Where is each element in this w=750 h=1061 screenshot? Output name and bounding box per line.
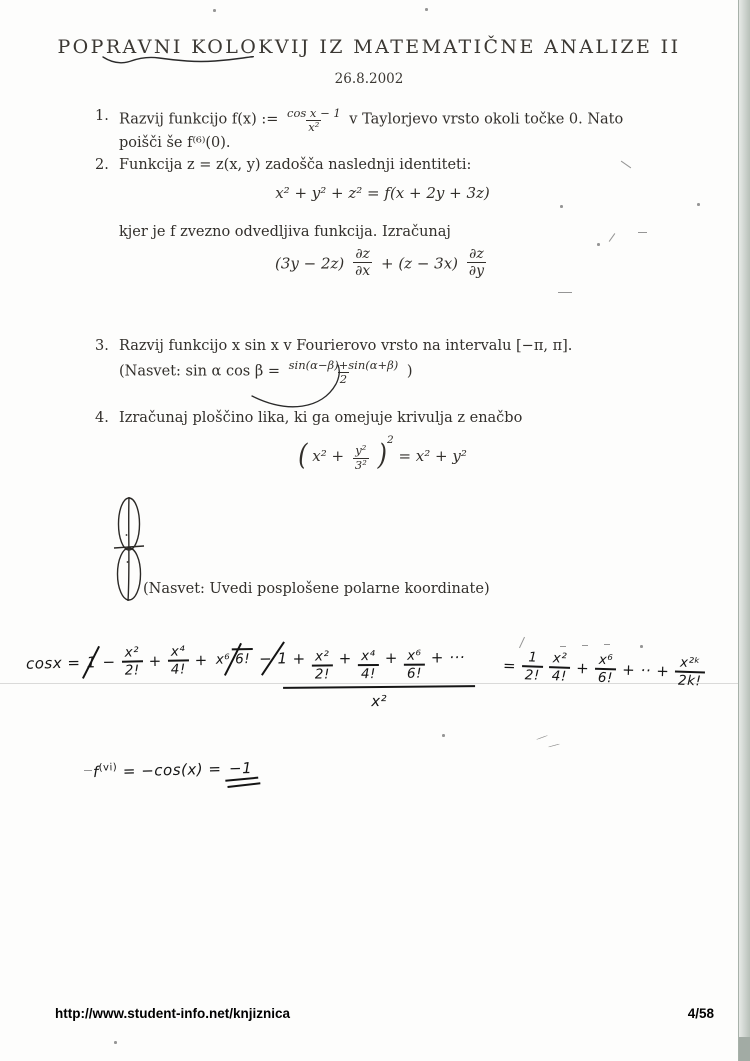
pencil-mark <box>213 9 216 12</box>
question-1-text <box>119 106 670 155</box>
q1-text-before: Razvij funkcijo f(x) := <box>119 111 279 128</box>
q4-inner-fraction: $\frac{\text{y²}}{\text{3²}}$ <box>354 443 367 472</box>
scanner-edge-corner <box>739 1037 750 1061</box>
hw-right-dots: + ·· + <box>621 660 670 681</box>
hw-struck-one: 1 <box>86 653 97 672</box>
question-3-number: 3. <box>95 338 109 354</box>
hw-right-frac0: $\frac{1}{2!}$ <box>522 650 544 683</box>
scanner-edge-strip <box>738 0 750 1061</box>
q4-curve-equation <box>95 434 670 472</box>
hw-struck-minus-one: − 1 <box>258 649 288 669</box>
hw-line2-result: −1 <box>228 758 253 778</box>
pencil-mark <box>558 292 572 293</box>
hw-mid-frac3: $\frac{\text{x⁶}}{6!}$ <box>404 649 425 682</box>
hw-right-plus1: + <box>575 659 590 678</box>
hw-bigfrac-numerator <box>287 648 472 686</box>
q4-outer-exponent: 2 <box>386 434 394 446</box>
q4-hint: (Nasvet: Uvedi posplošene polarne koordinate) <box>143 581 490 597</box>
question-2-number: 2. <box>95 157 109 173</box>
page-title: POPRAVNI KOLOKVIJ IZ MATEMATIČNE ANALIZE II <box>57 36 681 58</box>
pencil-mark <box>548 743 560 747</box>
hw-mid-lead-plus: + <box>292 649 306 668</box>
hw-right-frack: $\frac{\text{x²ᵏ}}{2k!}$ <box>675 656 705 690</box>
question-4 <box>95 408 670 430</box>
question-2-intro: Funkcija z = z(x, y) zadošča naslednji identiteti: <box>119 157 472 173</box>
footer-page-number: 4/58 <box>687 1006 714 1021</box>
sketch-vertical-axis <box>128 497 129 601</box>
pencil-mark <box>425 8 428 11</box>
hw-bigfrac <box>283 648 476 710</box>
question-3 <box>95 336 670 385</box>
sketch-dot-top <box>126 534 128 536</box>
handwriting-big-fraction <box>283 647 476 710</box>
question-3-text <box>119 336 670 385</box>
question-4-number: 4. <box>95 410 109 426</box>
pencil-mark <box>597 243 600 246</box>
pencil-mark <box>442 734 445 737</box>
pencil-mark <box>560 205 563 208</box>
hw-right-frac1: $\frac{\text{x²}}{4!}$ <box>549 651 571 684</box>
q2-dz-dy-fraction: $\frac{\partial z}{\partial y}$ <box>468 246 484 280</box>
question-4-text: Izračunaj ploščino lika, ki ga omejuje krivulja z enačbo <box>119 410 523 426</box>
q4-lhs-inner: x² + <box>312 447 345 465</box>
q1-fraction: $\frac{\text{cos x − 1}}{\text{x²}}$ <box>287 106 341 135</box>
handwriting-line2 <box>93 758 255 781</box>
hw-cosx-equals: cosx = <box>25 653 81 674</box>
q2-middle-text: kjer je f zvezno odvedljiva funkcija. Izračunaj <box>119 224 451 240</box>
hw-frac-x6-6f: x⁶ 6! <box>214 652 254 668</box>
hw-mid-plus1: + <box>338 649 352 668</box>
hw-mid-tail-dots: + ··· <box>430 648 466 667</box>
hw-bigfrac-denominator: x² <box>283 685 475 711</box>
hw-frac-x2-2f: $\frac{\text{x²}}{2!}$ <box>121 645 143 678</box>
q2-expr-mid: + (z − 3x) <box>380 254 459 273</box>
sketch-dot-bottom <box>127 561 129 563</box>
pencil-mark <box>638 232 647 233</box>
pencil-mark <box>84 770 92 771</box>
question-2 <box>95 155 670 177</box>
pencil-mark <box>519 637 525 648</box>
q3-hint-before: (Nasvet: sin α cos β = <box>119 363 280 380</box>
pencil-mark <box>536 735 548 740</box>
hw-line2-mid: = −cos(x) = <box>122 759 222 781</box>
hw-minus: − <box>102 653 116 672</box>
hw-right-equals: = <box>502 656 517 676</box>
q2-identity-equation: x² + y² + z² = f(x + 2y + 3z) <box>275 184 490 202</box>
hw-plus2: + <box>194 651 208 670</box>
hw-plus1: + <box>148 652 162 671</box>
pencil-mark <box>640 645 643 648</box>
hw-frac-x4-4f: $\frac{\text{x⁴}}{4!}$ <box>167 644 189 677</box>
question-1 <box>95 106 670 155</box>
q2-dz-dx-fraction: $\frac{\partial z}{\partial x}$ <box>355 246 371 280</box>
hw-right-frac2: $\frac{\text{x⁶}}{6!}$ <box>595 653 617 686</box>
pencil-mark <box>604 644 610 645</box>
q3-hint-fraction: $\frac{\sin(\alpha-\beta)+\sin(\alpha+\beta)}{2}$ <box>288 357 399 386</box>
hw-f-symbol: f <box>92 762 100 782</box>
q3-hint-after: ) <box>406 363 413 380</box>
footer-url: http://www.student-info.net/knjiznica <box>55 1006 290 1021</box>
q2-partial-expression <box>95 248 670 281</box>
hw-f-superscript: (vi) <box>98 762 118 774</box>
q1-text-after: v Taylorjevo vrsto okoli točke 0. Nato poišči še f⁽⁶⁾(0). <box>119 111 624 152</box>
hw-mid-frac1: $\frac{\text{x²}}{2!}$ <box>312 649 333 682</box>
q3-line1: Razvij funkcijo x sin x v Fourierovo vrsto na intervalu [−π, π]. <box>119 338 573 354</box>
q4-rhs: = x² + y² <box>398 447 467 465</box>
sketch-horizontal-tick <box>114 546 144 548</box>
pencil-mark <box>697 203 700 206</box>
question-1-number: 1. <box>95 108 109 124</box>
exam-date: 26.8.2002 <box>334 71 404 87</box>
pencil-mark <box>582 645 588 646</box>
q4-open-paren: ( <box>298 438 308 472</box>
pencil-mark <box>114 1041 117 1044</box>
pencil-mark <box>560 646 566 647</box>
hw-mid-plus2: + <box>384 648 398 667</box>
q2-expr-left: (3y − 2z) <box>275 254 345 273</box>
handwriting-line1-right <box>502 649 705 689</box>
hw-mid-frac2: $\frac{\text{x⁴}}{4!}$ <box>358 649 379 682</box>
handwriting-line1-left <box>26 642 288 680</box>
q4-close-paren: ) <box>377 438 387 472</box>
